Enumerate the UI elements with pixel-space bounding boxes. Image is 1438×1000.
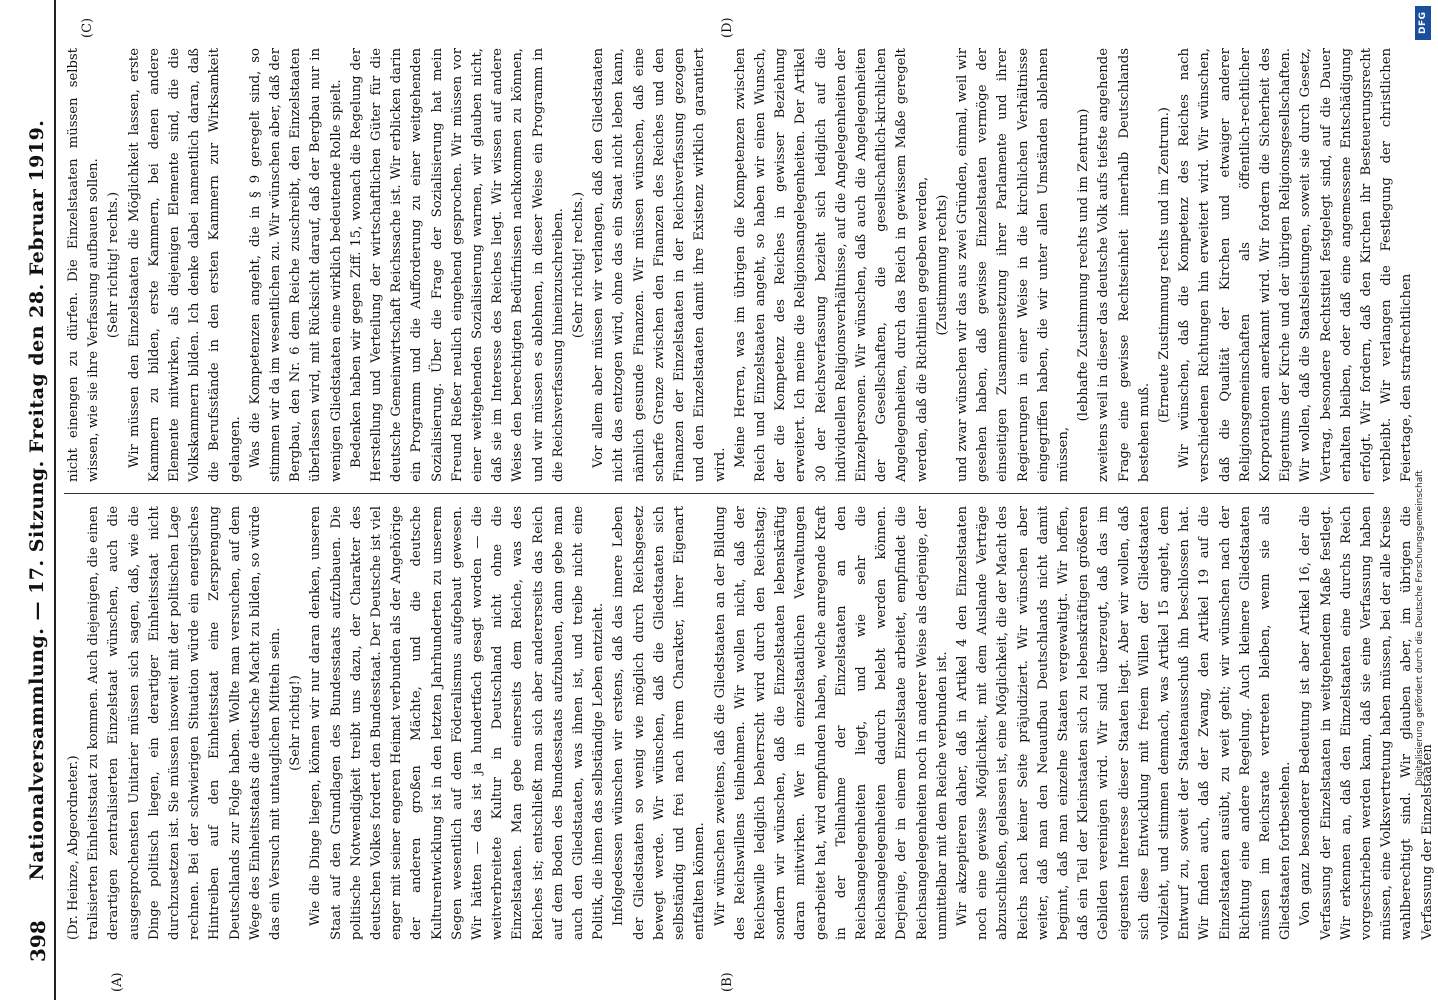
page-header [20,0,56,1000]
paragraph: Was die Kompetenzen angeht, die in § 9 geregelt sind, so stimmen wir da im wesentlichen zu. Wir wünschen aber, daß der Bergbau, den Nr. 6 dem Reiche zuschreibt, den Einzelstaaten überlassen wird, mit Rücksicht darauf, daß der Bergbau nur in wenigen Gliedstaaten eine wirklich bedeutende Rolle spielt. [247,48,344,482]
margin-mark-b: (B) [720,972,735,992]
right-column [64,48,1415,482]
margin-mark-d: (D) [720,17,735,38]
speaker-line: (Dr. Heinze, Abgeordneter.) [66,755,81,940]
interjection: (Sehr richtig!) [288,675,304,771]
paragraph: Von ganz besonderer Bedeutung ist aber Artikel 16, der die Verfassung der Einzelstaaten in weitgehendem Maße festlegt. Wir erkennen an, daß den Einzelstaaten eine durchs Reich vorgeschrieben werden kann, daß sie eine Verfassung haben müssen, eine Volksvertretung haben müssen, bei der alle Kreise wahlberechtigt sind. Wir glauben aber, im übrigen die Verfassung der Einzelstaaten [1298,506,1435,940]
funding-credit: Digitalisierung gefördert durch die Deutsche Forschungsgemeinschaft [1415,470,1425,786]
page-number: 398 [26,920,50,962]
paragraph: zweitens weil in dieser das deutsche Volk aufs tiefste angehende Frage eine gewisse Rechtseinheit innerhalb Deutschlands bestehen muß. [1096,48,1152,482]
interjection: (Sehr richtig! rechts.) [571,191,587,339]
paragraph: Infolgedessen wünschen wir erstens, daß das innere Leben der Gliedstaaten so wenig wie möglich durch Reichsgesetz bewegt werde. Wir wünschen, daß die Gliedstaaten sich selbständig und frei nach ihrem Charakter, ihrer Eigenart entfalten können. [611,506,708,940]
margin-mark-c: (C) [80,17,95,38]
interjection: (Zustimmung rechts) [934,194,950,336]
column-divider [64,493,1374,494]
paragraph: Meine Herren, was im übrigen die Kompetenzen zwischen Reich und Einzelstaaten angeht, so haben wir einen Wunsch, der die Kompetenz des Reiches in gewisser Beziehung erweitert. Ich meine die Religionsangelegenheiten. Der Artikel 30 der Reichsverfassung bezieht sich lediglich auf die individuellen Religionsverhältnisse, auf die Angelegenheiten der Einzelpersonen. Wir wünschen, daß auch die Angelegenheiten der Gesellschaften, die gesellschaftlich-kirchlichen Angelegenheiten, durch das Reich in gewissem Maße geregelt werden, daß die Richtlinien gegeben werden, [732,48,930,482]
paragraph: Wir müssen den Einzelstaaten die Möglichkeit lassen, erste Kammern zu bilden, erste Kammern, bei denen andere Elemente mitwirken, als diejenigen Elemente sind, die die Volkskammern bilden. Ich denke dabei namentlich daran, daß die Berufsstände in den ersten Kammern zur Wirksamkeit gelangen. [126,48,243,482]
dfg-sidebar [1412,0,1434,1000]
paragraph: und zwar wünschen wir das aus zwei Gründen, einmal, weil wir gesehen haben, daß gewisse Einzelstaaten vermöge der einseitigen Zusammensetzung ihrer Parlamente und ihrer Regierungen in einer Weise in die kirchlichen Verhältnisse eingegriffen haben, die wir unter allen Umständen ablehnen müssen, [954,48,1071,482]
paragraph: Bedenken haben wir gegen Ziff. 15, wonach die Regelung der Herstellung und Verteilung der wirtschaftlichen Güter für die deutsche Gemeinwirtschaft Reichssache ist. Wir erblicken darin ein Programm und die Aufforderung zu einer weitgehenden Sozialisierung. Über die Frage der Sozialisierung hat mein Freund Rießer neulich eingehend gesprochen. Wir müssen vor einer weitgehenden Sozialisierung warnen, wir glauben nicht, daß sie im Interesse des Reiches liegt. Wir wissen auf andere Weise den berechtigten Bedürfnissen nachkommen zu können, und wir müssen es ablehnen, in dieser Weise ein Programm in die Reichsverfassung hineinzuschreiben. [348,48,566,482]
interjection: (Sehr richtig! rechts.) [106,191,122,339]
paragraph: Vor allem aber müssen wir verlangen, daß den Gliedstaaten nicht das entzogen wird, ohne das ein Staat nicht leben kann, nämlich gesunde Finanzen. Wir müssen wünschen, daß eine scharfe Grenze zwischen den Finanzen des Reiches und den Finanzen der Einzelstaaten in der Reichsverfassung gezogen und den Einzelstaaten damit ihre Existenz wirklich garantiert wird. [591,48,728,482]
paragraph: Wir wünschen zweitens, daß die Gliedstaaten an der Bildung des Reichswillens teilnehmen. Wir wollen nicht, daß der Reichswille lediglich beherrscht wird durch den Reichstag; sondern wir wünschen, daß die Einzelstaaten lebenskräftig daran mitwirken. Wer in einzelstaatlichen Verwaltungen gearbeitet hat, wird empfunden haben, welche anregende Kraft in der Teilnahme der Einzelstaaten an den Reichsangelegenheiten liegt, und wie sehr die Reichsangelegenheiten dadurch belebt werden können. Derjenige, der in einem Einzelstaate arbeitet, empfindet die Reichsangelegenheiten noch in anderer Weise als derjenige, der unmittelbar mit dem Reiche verbunden ist. [712,506,950,940]
dfg-logo: DFG [1415,6,1431,40]
running-title: Nationalversammlung. — 17. Sitzung. Freitag den 28. Februar 1919. [26,119,48,881]
paragraph: Wie die Dinge liegen, können wir nur daran denken, unseren Staat auf den Grundlagen des Bundesstaats aufzubauen. Die politische Notwendigkeit treibt uns dazu, der Charakter des deutschen Volkes fordert den Bundesstaat. Der Deutsche ist viel enger mit seiner engeren Heimat verbunden als der Angehörige der anderen großen Mächte, und die deutsche Kulturentwicklung ist in den letzten Jahrhunderten zu unserem Segen wesentlich auf dem Föderalismus aufgebaut gewesen. Wir hätten — das ist ja hundertfach gesagt worden — die weitverbreitete Kultur in Deutschland nicht ohne die Einzelstaaten. Man gebe einerseits dem Reiche, was des Reiches ist; entschließt man sich aber andererseits das Reich auf dem Boden des Bundesstaats aufzubauen, dann gebe man auch den Gliedstaaten, was ihnen ist, und treibe nicht eine Politik, die ihnen das selbständige Leben entzieht. [308,506,607,940]
paragraph: Wir wünschen, daß die Kompetenz des Reiches nach verschiedenen Richtungen hin erweitert wird. Wir wünschen, daß die Qualität der Kirchen und etwaiger anderer Religionsgemeinschaften als öffentlich-rechtlicher Korporationen anerkannt wird. Wir fordern die Sicherheit des Eigentums der Kirche und der übrigen Religionsgesellschaften. Wir wollen, daß die Staatsleistungen, soweit sie durch Gesetz, Vertrag, besondere Rechtstitel festgelegt sind, auf die Dauer erhalten bleiben, oder daß eine angemessene Entschädigung erfolgt. Wir fordern, daß den Kirchen ihr Besteuerungsrecht verbleibt. Wir verlangen die Festlegung der christlichen Feiertage, den strafrechtlichen [1177,48,1415,482]
paragraph: tralisierten Einheitsstaat zu kommen. Auch diejenigen, die einen derartigen zentralisierten Einzelstaat wünschen, auch die ausgesprochensten Unitarier müssen sich sagen, daß, wie die Dinge politisch liegen, ein derartiger Einheitsstaat nicht durchzusetzen ist. Sie müssen insoweit mit der politischen Lage rechnen. Bei der schwierigen Situation würde ein energisches Hintreiben auf den Einheitsstaat eine Zersprengung Deutschlands zur Folge haben. Wollte man versuchen, auf dem Wege des Einheitsstaats die deutsche Macht zu bilden, so würde das ein Versuch mit untauglichen Mitteln sein. [86,506,284,940]
paragraph: Wir akzeptieren daher, daß in Artikel 4 den Einzelstaaten noch eine gewisse Möglichkeit, mit dem Auslande Verträge abzuschließen, gelassen ist, eine Möglichkeit, die der Macht des Reichs nach keiner Seite präjudiziert. Wir wünschen aber weiter, daß man den Neuaufbau Deutschlands nicht damit beginnt, daß man einzelne Staaten vergewaltigt. Wir hoffen, daß ein Teil der Kleinstaaten sich zu lebenskräftigen größeren Gebilden vereinigen wird. Wir sind überzeugt, daß das im eigensten Interesse dieser Staaten liegt. Aber wir wollen, daß sich diese Entwicklung mit freiem Willen der Gliedstaaten vollzieht, und stimmen demnach, was Artikel 15 angeht, dem Entwurf zu, soweit der Staatenausschuß ihn beschlossen hat. Wir finden auch, daß der Zwang, den Artikel 19 auf die Einzelstaaten ausübt, zu weit geht; wir wünschen nach der Richtung eine andere Regelung. Auch kleinere Gliedstaaten müssen im Reichsrate vertreten bleiben, wenn sie als Gliedstaaten fortbestehen. [954,506,1294,940]
paragraph: nicht einengen zu dürfen. Die Einzelstaaten müssen selbst wissen, wie sie ihre Verfassung aufbauen sollen. [66,48,102,482]
margin-mark-a: (A) [110,972,125,992]
interjection: (Erneute Zustimmung rechts und im Zentrum.) [1156,107,1172,423]
interjection: (lebhafte Zustimmung rechts und im Zentrum) [1076,108,1092,422]
